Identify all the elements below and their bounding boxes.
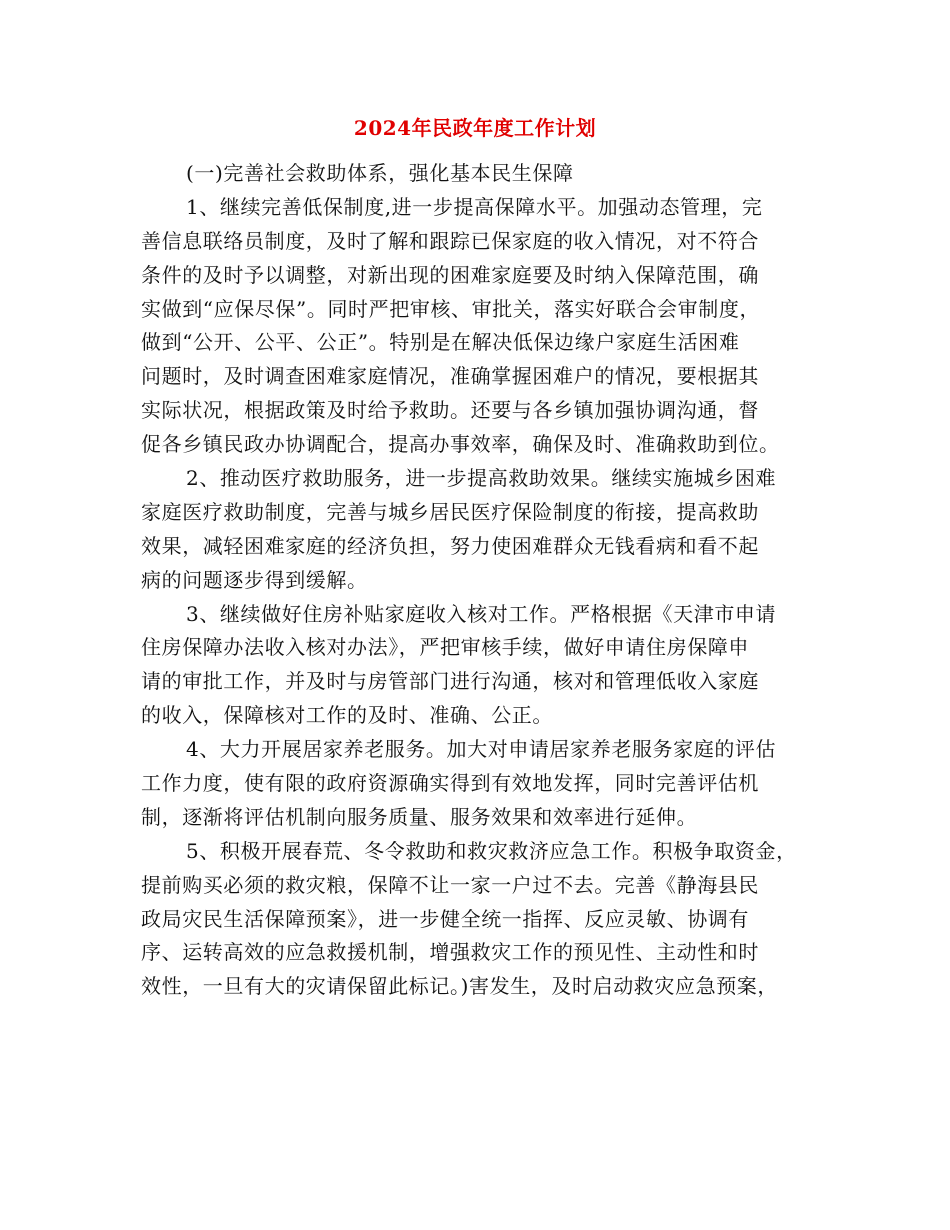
body-line: 住房保障办法收入核对办法》，严把审核手续，做好申请住房保障申 [141, 635, 749, 660]
body-line: 1、继续完善低保制度,进一步提高保障水平。加强动态管理，完 [186, 194, 763, 219]
body-line: 条件的及时予以调整，对新出现的困难家庭要及时纳入保障范围，确 [141, 262, 759, 287]
body-line: 病的问题逐步得到缓解。 [141, 567, 368, 592]
body-line: 4、大力开展居家养老服务。加大对申请居家养老服务家庭的评估 [186, 737, 777, 762]
body-line: 做到“公开、公平、公正”。特别是在解决低保边缘户家庭生活困难 [141, 330, 740, 355]
body-line: 实做到“应保尽保”。同时严把审核、审批关，落实好联合会审制度， [141, 296, 761, 321]
body-line: 促各乡镇民政办协调配合，提高办事效率，确保及时、准确救助到位。 [141, 432, 780, 457]
body-line: 效果，减轻困难家庭的经济负担，努力使困难群众无钱看病和看不起 [141, 533, 759, 558]
document-body [141, 157, 821, 1004]
body-line: 序、运转高效的应急救援机制，增强救灾工作的预见性、主动性和时 [141, 940, 759, 965]
body-line: 3、继续做好住房补贴家庭收入核对工作。严格根据《天津市申请 [186, 601, 777, 626]
body-line: 政局灾民生活保障预案》，进一步健全统一指挥、反应灵敏、协调有 [141, 906, 749, 931]
body-line: 5、积极开展春荒、冬令救助和救灾救济应急工作。积极争取资金， [186, 838, 797, 863]
body-line: 家庭医疗救助制度，完善与城乡居民医疗保险制度的衔接，提高救助 [141, 499, 759, 524]
body-line: 请的审批工作，并及时与房管部门进行沟通，核对和管理低收入家庭 [141, 669, 759, 694]
body-line: 提前购买必须的救灾粮，保障不让一家一户过不去。完善《静海县民 [141, 872, 759, 897]
body-line: 2、推动医疗救助服务，进一步提高救助效果。继续实施城乡困难 [186, 466, 777, 491]
body-line: 效性，一旦有大的灾请保留此标记。)害发生，及时启动救灾应急预案， [141, 974, 779, 999]
body-line: 问题时，及时调查困难家庭情况，准确掌握困难户的情况，要根据其 [141, 364, 759, 389]
body-line: (一)完善社会救助体系，强化基本民生保障 [186, 161, 574, 185]
body-line: 工作力度，使有限的政府资源确实得到有效地发挥，同时完善评估机 [141, 771, 759, 796]
body-line: 实际状况，根据政策及时给予救助。还要与各乡镇加强协调沟通，督 [141, 398, 759, 423]
document-title: 2024年民政年度工作计划 [353, 116, 597, 140]
body-line: 制，逐渐将评估机制向服务质量、服务效果和效率进行延伸。 [141, 804, 698, 829]
body-line: 的收入，保障核对工作的及时、准确、公正。 [141, 703, 553, 728]
body-line: 善信息联络员制度，及时了解和跟踪已保家庭的收入情况，对不符合 [141, 228, 759, 253]
